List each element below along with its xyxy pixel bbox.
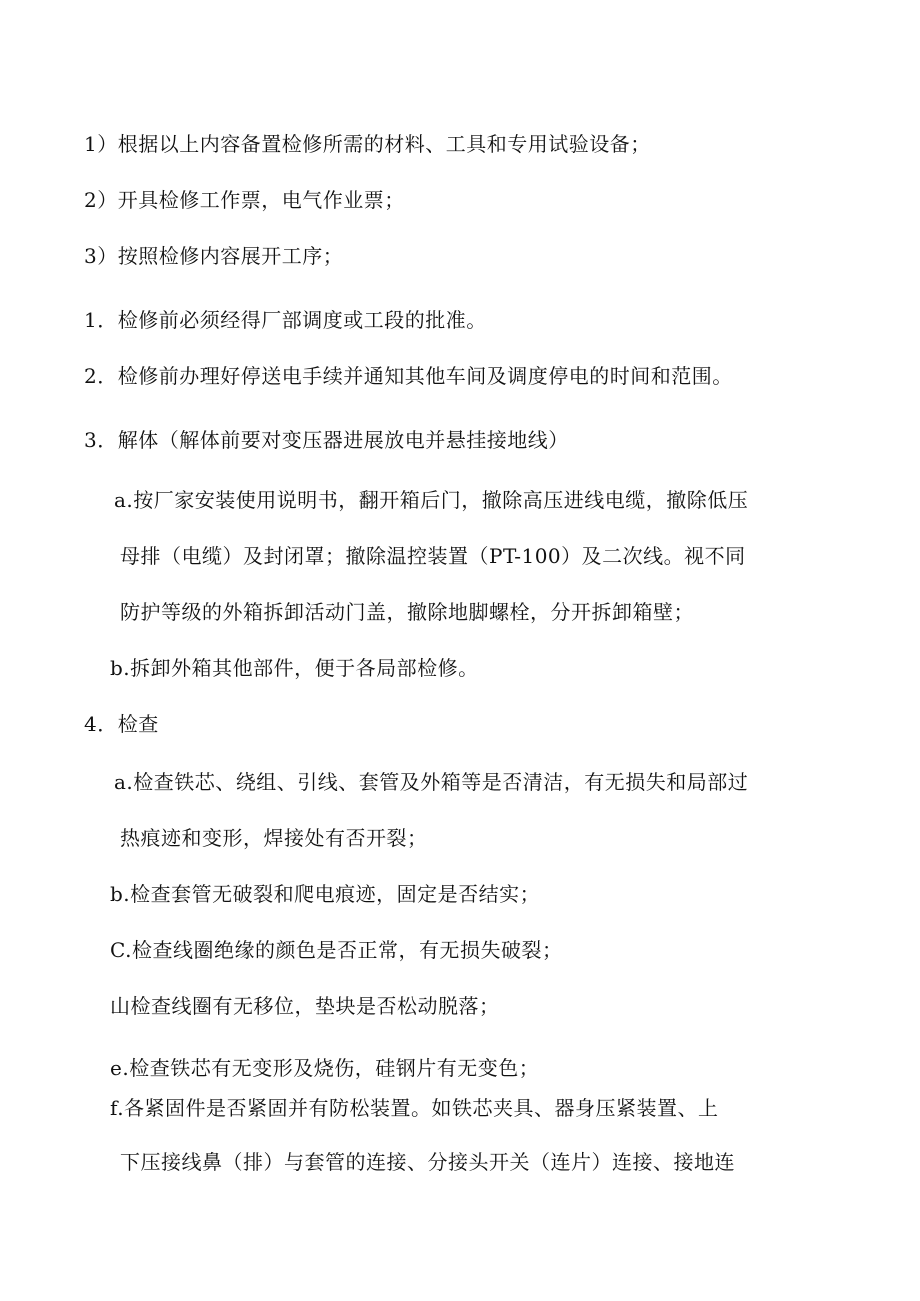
text-line-8: 母排（电缆）及封闭罩；撤除温控装置（PT-100）及二次线。视不同 <box>120 544 746 568</box>
text-line-11: 4．检查 <box>84 712 159 736</box>
text-line-1: 1）根据以上内容备置检修所需的材料、工具和专用试验设备； <box>84 132 651 156</box>
text-line-15: C.检查线圈绝缘的颜色是否正常，有无损失破裂； <box>110 938 563 962</box>
text-line-3: 3）按照检修内容展开工序； <box>84 244 344 268</box>
text-line-13: 热痕迹和变形，焊接处有否开裂； <box>120 826 428 850</box>
text-line-9: 防护等级的外箱拆卸活动门盖，撤除地脚螺栓，分开拆卸箱壁； <box>120 600 694 624</box>
text-line-7: a.按厂家安装使用说明书，翻开箱后门，撤除高压进线电缆，撤除低压 <box>114 488 749 512</box>
text-line-12: a.检查铁芯、绕组、引线、套管及外箱等是否清洁，有无损失和局部过 <box>114 770 749 794</box>
text-line-16: 山检查线圈有无移位，垫块是否松动脱落； <box>110 994 500 1018</box>
text-line-10: b.拆卸外箱其他部件，便于各局部检修。 <box>110 656 479 680</box>
text-line-18: f.各紧固件是否紧固并有防松装置。如铁芯夹具、器身压紧装置、上 <box>110 1096 719 1120</box>
text-line-19: 下压接线鼻（排）与套管的连接、分接头开关（连片）连接、接地连 <box>120 1150 735 1174</box>
text-line-17: e.检查铁芯有无变形及烧伤，硅钢片有无变色； <box>110 1056 540 1080</box>
text-line-4: 1．检修前必须经得厂部调度或工段的批准。 <box>84 308 487 332</box>
text-line-14: b.检查套管无破裂和爬电痕迹，固定是否结实； <box>110 882 541 906</box>
text-line-5: 2．检修前办理好停送电手续并通知其他车间及调度停电的时间和范围。 <box>84 364 733 388</box>
text-line-6: 3．解体（解体前要对变压器进展放电并悬挂接地线） <box>84 428 569 452</box>
text-line-2: 2）开具检修工作票，电气作业票； <box>84 188 405 212</box>
